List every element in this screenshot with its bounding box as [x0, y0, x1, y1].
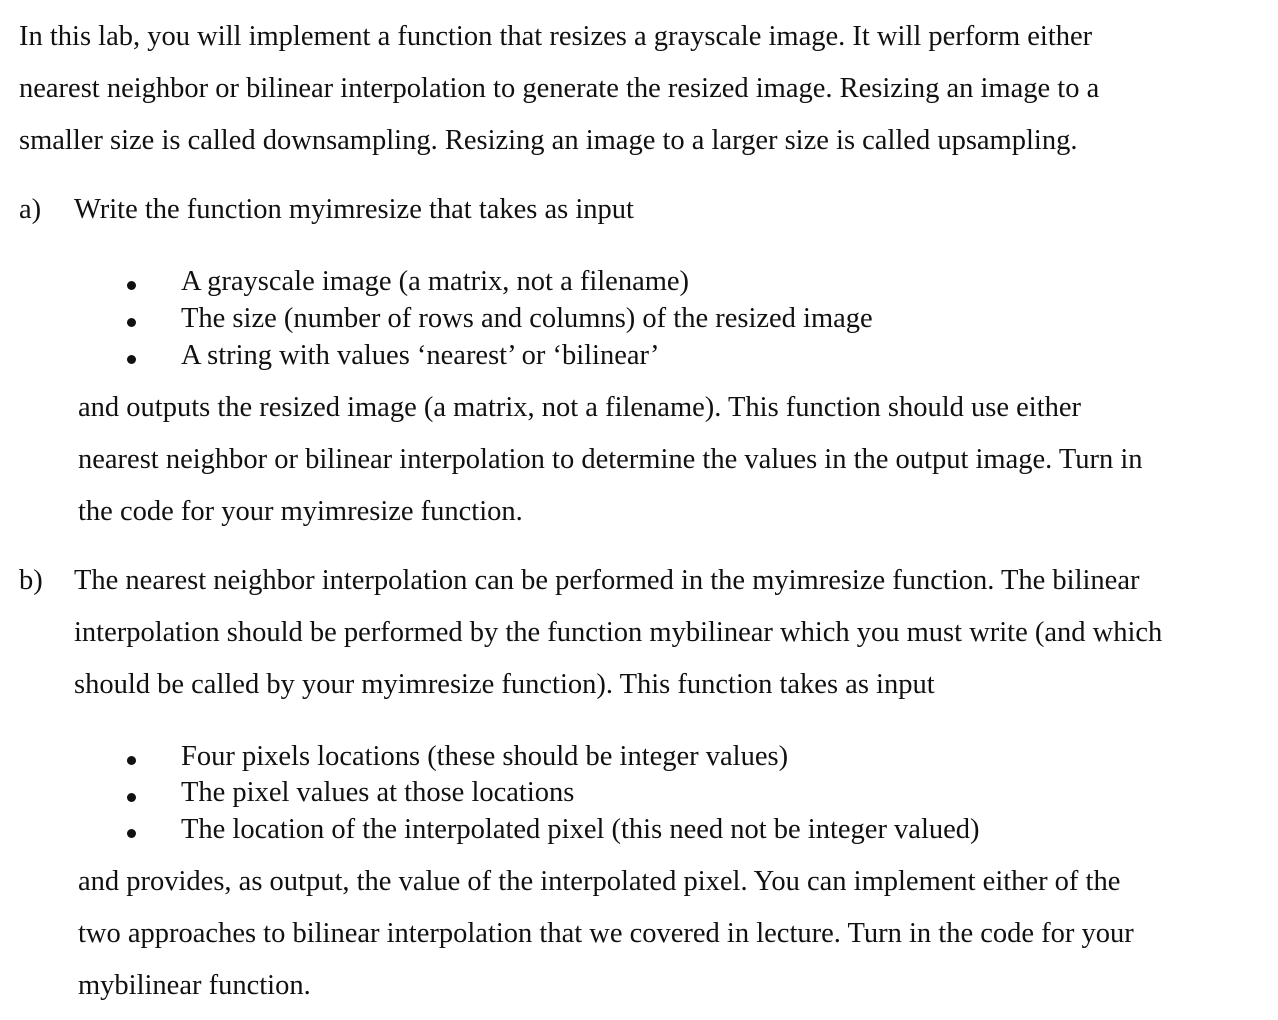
list-item-text: The size (number of rows and columns) of the resized image [181, 303, 873, 334]
bullet-icon [127, 793, 136, 802]
list-item-text: A string with values ‘nearest’ or ‘bilinear’ [181, 340, 660, 371]
list-item-text: A grayscale image (a matrix, not a filename) [181, 266, 690, 297]
part-a-after-line-1: and outputs the resized image (a matrix, not a filename). This function should use either [78, 392, 1082, 423]
part-b-lead-line-3: should be called by your myimresize function). This function takes as input [74, 669, 935, 700]
part-a-lead: Write the function myimresize that takes as input [74, 194, 634, 225]
intro-line-2: nearest neighbor or bilinear interpolation to generate the resized image. Resizing an image to a [19, 73, 1100, 104]
part-b-lead-line-1: The nearest neighbor interpolation can be performed in the myimresize function. The bilinear [74, 565, 1140, 596]
list-item-text: The location of the interpolated pixel (this need not be integer valued) [181, 814, 980, 845]
part-b-marker: b) [19, 565, 43, 596]
bullet-icon [127, 318, 136, 327]
list-item-text: The pixel values at those locations [181, 777, 575, 808]
part-b-after-line-1: and provides, as output, the value of the interpolated pixel. You can implement either of the [78, 866, 1121, 897]
bullet-icon [127, 829, 136, 838]
intro-line-3: smaller size is called downsampling. Resizing an image to a larger size is called upsampling. [19, 125, 1078, 156]
part-a-after-line-3: the code for your myimresize function. [78, 496, 523, 527]
intro-line-1: In this lab, you will implement a function that resizes a grayscale image. It will perform either [19, 21, 1093, 52]
list-item-text: Four pixels locations (these should be integer values) [181, 741, 789, 772]
bullet-icon [127, 756, 136, 765]
part-b-after-line-3: mybilinear function. [78, 970, 311, 1001]
bullet-icon [127, 355, 136, 364]
part-b-lead-line-2: interpolation should be performed by the function mybilinear which you must write (and which [74, 617, 1163, 648]
part-a-marker: a) [19, 194, 42, 225]
part-b-after-line-2: two approaches to bilinear interpolation that we covered in lecture. Turn in the code for your [78, 918, 1134, 949]
bullet-icon [127, 281, 136, 290]
part-a-after-line-2: nearest neighbor or bilinear interpolation to determine the values in the output image. Turn in [78, 444, 1143, 475]
